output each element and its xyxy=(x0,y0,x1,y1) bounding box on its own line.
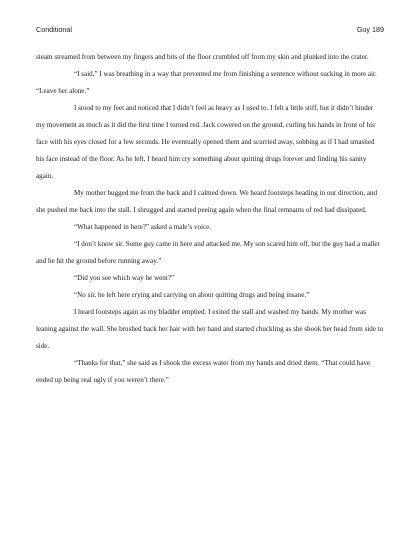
page-header xyxy=(36,25,384,37)
paragraph: steam streamed from between my fingers and bits of the floor crumbled off from my skin and plunked into the crater. xyxy=(36,53,369,61)
paragraph: “No sir, he left here crying and carrying on about quitting drugs and being insane.” xyxy=(74,291,310,299)
running-title: Conditional xyxy=(36,25,72,34)
paragraph: “Did you see which way he went?” xyxy=(74,274,175,282)
paragraph: “Thanks for that,” she said as I shook the excess water from my hands and dried them. “That could have ended up being real ugly if you weren’t there.” xyxy=(36,359,371,384)
paragraph: My mother hugged me from the back and I calmed down. We heard footsteps heading in our direction, and she pushed me back into the stall. I shrugged and started peeing again when the final remnants of red had dissipated. xyxy=(36,189,378,214)
paragraph: “I don’t know sir. Some guy came in here and attacked me. My son scared him off, but the guy had a mallet and he hit the ground before running away.” xyxy=(36,240,380,265)
page-number: Guy 189 xyxy=(356,25,384,34)
body-text xyxy=(36,49,384,389)
paragraph: I stood to my feet and noticed that I didn’t feel as heavy as I used to. I felt a little stiff, but it didn’t hinder my movement as much as it did the first time I turned red. Jack cowered on the ground, curling his hands in front of his face with his eyes closed for a few seconds. He eventually opened them and scurried away, sobbing as if I had smashed his face instead of the floor. As he left, I heard him cry something about quitting drugs forever and finding his sanity again. xyxy=(36,104,375,180)
paragraph: “I said,” I was breathing in a way that prevented me from finishing a sentence without sucking in more air. “Leave her alone.” xyxy=(36,70,377,95)
paragraph: “What happened in here?” asked a male’s voice. xyxy=(74,223,212,231)
paragraph: I heard footsteps again as my bladder emptied. I exited the stall and washed my hands. My mother was leaning against the wall. She brushed back her hair with her hand and started chuckling as she shook her head from side to side. xyxy=(36,308,384,350)
